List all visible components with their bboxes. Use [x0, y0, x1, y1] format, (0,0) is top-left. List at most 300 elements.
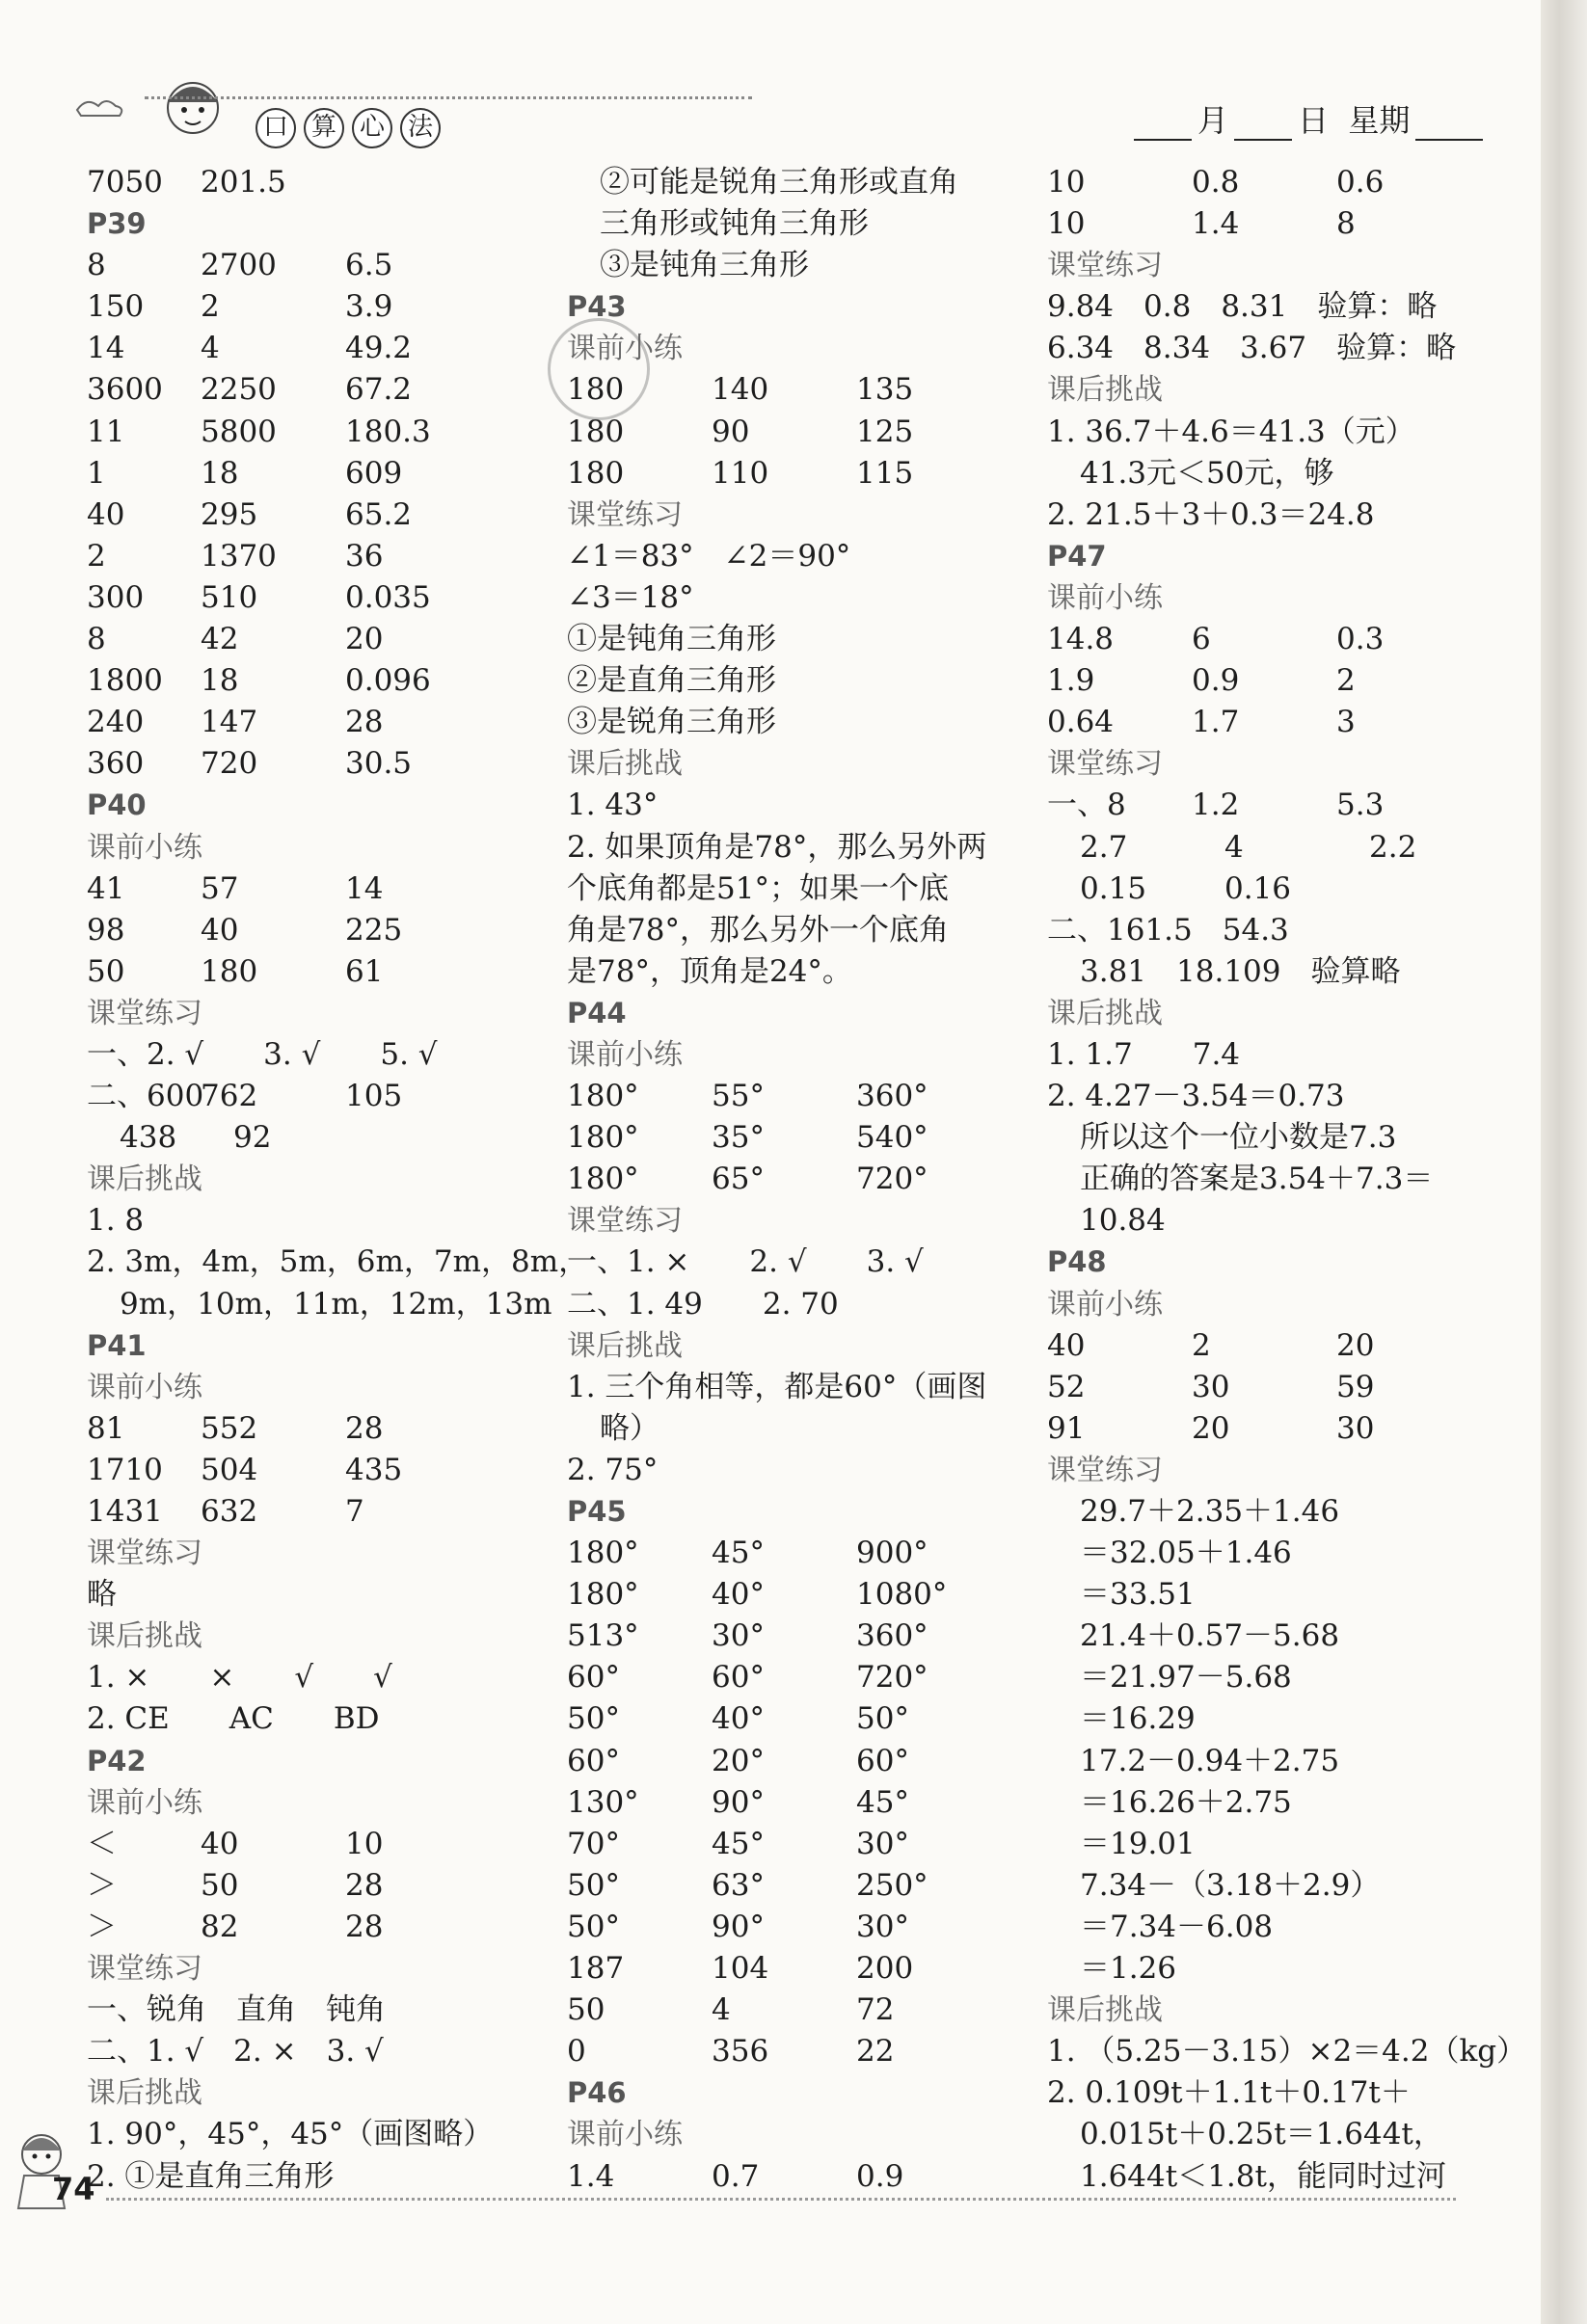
answer-line: 所以这个一位小数是7.3 — [1080, 1120, 1397, 1156]
answer-cell: 1800 — [87, 663, 163, 699]
answer-cell: 57 — [201, 870, 239, 906]
section-heading: 课堂练习 — [87, 1952, 202, 1987]
answer-cell: 300 — [87, 579, 145, 615]
bookstore-stamp — [548, 318, 650, 420]
answer-cell: 2 — [1192, 1327, 1211, 1363]
answer-row — [87, 660, 540, 702]
answer-row — [87, 702, 540, 743]
answer-cell: 81 — [87, 1410, 125, 1446]
answer-row — [87, 494, 540, 536]
answer-row — [87, 286, 540, 328]
answer-cell: 130° — [567, 1784, 639, 1820]
answer-cell: 180.3 — [345, 414, 431, 449]
answer-line: 略） — [600, 1410, 659, 1446]
answer-cell: 50 — [567, 1992, 605, 2028]
answer-cell: 18 — [201, 663, 239, 699]
answer-cell: 10 — [1047, 206, 1086, 242]
answer-line: ②可能是锐角三角形或直角 — [600, 165, 958, 200]
answer-cell: 1431 — [87, 1494, 163, 1529]
section-heading: 课前小练 — [567, 332, 683, 366]
answer-row — [567, 412, 1020, 453]
answer-row — [567, 1990, 1020, 2031]
logo-char: 法 — [400, 108, 441, 148]
answer-row — [87, 577, 540, 619]
answer-cell: 2700 — [201, 248, 277, 283]
answer-cell: 30 — [1336, 1410, 1375, 1446]
page-ref-heading: P44 — [567, 996, 627, 1029]
answer-cell: 125 — [856, 414, 914, 449]
answer-row — [567, 1782, 1020, 1824]
answer-cell: 91 — [1047, 1410, 1086, 1446]
answer-cell: 41 — [87, 870, 125, 906]
answer-cell: 50° — [567, 1867, 620, 1903]
answer-cell: 360 — [87, 746, 145, 782]
answer-cell: 90 — [712, 414, 750, 449]
answer-cell: 4 — [201, 331, 220, 366]
page-ref-heading: P45 — [567, 1495, 627, 1528]
answer-cell: 30° — [712, 1618, 765, 1654]
page-number: 74 — [52, 2171, 95, 2207]
answer-cell: 0.096 — [345, 663, 431, 699]
answer-cell: 65.2 — [345, 496, 413, 532]
answer-cell: 3.9 — [345, 289, 393, 325]
page-ref-heading: P42 — [87, 1744, 147, 1777]
answer-cell: 63° — [712, 1867, 765, 1903]
answer-line: ＝21.97－5.68 — [1080, 1660, 1292, 1696]
answer-cell: 20° — [712, 1743, 765, 1778]
answer-cell: 504 — [201, 1452, 258, 1487]
section-heading: 课堂练习 — [567, 1204, 683, 1239]
page-ref-heading: P41 — [87, 1328, 147, 1362]
answer-line: 1. × × √ √ — [87, 1660, 392, 1696]
answer-cell: 30.5 — [345, 746, 413, 782]
answer-cell: 50 — [87, 953, 125, 989]
answer-row — [1047, 619, 1500, 660]
answer-cell: 135 — [856, 372, 914, 408]
month-label: 月 — [1197, 102, 1229, 139]
answer-line: 角是78°，那么另外一个底角 — [567, 912, 949, 948]
answer-row — [87, 910, 540, 951]
answer-cell: 45° — [856, 1784, 909, 1820]
answer-line: 2. 4.27－3.54＝0.73 — [1047, 1079, 1345, 1114]
answer-cell: 60° — [856, 1743, 909, 1778]
answer-line: 3.81 18.109 验算略 — [1080, 953, 1401, 989]
section-heading: 课堂练习 — [87, 996, 202, 1030]
answer-cell: 180° — [567, 1079, 639, 1114]
answer-cell: 2250 — [201, 372, 277, 408]
answer-line: 0.015t＋0.25t＝1.644t， — [1080, 2117, 1443, 2152]
answer-cell: 2.2 — [1369, 829, 1417, 865]
answer-line: ②是直角三角形 — [567, 663, 776, 699]
answer-row — [87, 1076, 540, 1117]
answer-cell: 10 — [1047, 165, 1086, 200]
answer-cell: 一、8 — [1047, 788, 1126, 823]
answer-row — [1047, 660, 1500, 702]
answer-line: 2. 21.5＋3＋0.3＝24.8 — [1047, 496, 1375, 532]
section-heading: 课后挑战 — [87, 1162, 202, 1197]
answer-line: 二、1. 49 2. 70 — [567, 1286, 839, 1322]
section-heading: 课前小练 — [87, 1370, 202, 1404]
answer-row — [87, 1117, 540, 1159]
answer-row — [87, 1408, 540, 1450]
month-blank[interactable] — [1134, 110, 1192, 141]
answer-cell: 1.4 — [567, 2158, 615, 2194]
answer-cell: 2 — [87, 538, 106, 574]
answer-row — [1047, 1325, 1500, 1367]
answer-cell: 82 — [201, 1909, 239, 1944]
answer-line: ③是钝角三角形 — [600, 248, 809, 283]
answer-line: 17.2－0.94＋2.75 — [1080, 1743, 1340, 1778]
answer-cell: 67.2 — [345, 372, 413, 408]
answer-cell: 28 — [345, 1909, 384, 1944]
section-heading: 课前小练 — [567, 2118, 683, 2152]
weekday-blank[interactable] — [1415, 110, 1483, 141]
answer-cell: 609 — [345, 455, 403, 491]
answer-cell: 180° — [567, 1162, 639, 1197]
answer-line: 三角形或钝角三角形 — [600, 206, 869, 242]
answer-line: ①是钝角三角形 — [567, 622, 776, 657]
answer-cell: ＞ — [87, 1867, 117, 1903]
answer-cell: 60° — [567, 1743, 620, 1778]
logo-char: 口 — [256, 108, 296, 148]
page-ref-heading: P43 — [567, 290, 627, 324]
answer-cell: 110 — [712, 455, 769, 491]
answer-row — [87, 951, 540, 993]
answer-cell: 720 — [201, 746, 258, 782]
answer-cell: 98 — [87, 912, 125, 948]
day-label: 日 — [1298, 102, 1330, 139]
answer-line: 10.84 — [1080, 1203, 1166, 1239]
section-heading: 课后挑战 — [87, 1619, 202, 1654]
answer-cell: 0.8 — [1192, 165, 1240, 200]
answer-cell: 356 — [712, 2034, 769, 2070]
answer-cell: 0 — [567, 2034, 586, 2070]
answer-cell: 6 — [1192, 622, 1211, 657]
answer-line: 2. 3m，4m，5m，6m，7m，8m， — [87, 1244, 589, 1280]
answer-line: 二、1. √ 2. × 3. √ — [87, 2034, 384, 2070]
answer-cell: 140 — [712, 372, 769, 408]
answer-cell: 0.035 — [345, 579, 431, 615]
answer-row — [87, 1907, 540, 1948]
answer-cell: 90° — [712, 1784, 765, 1820]
answer-row — [567, 1698, 1020, 1740]
answer-cell: 0.3 — [1336, 622, 1385, 657]
answer-cell: 0.7 — [712, 2158, 760, 2194]
answer-cell: 40 — [201, 1826, 239, 1861]
answer-cell: 60° — [712, 1660, 765, 1696]
section-heading: 课堂练习 — [87, 1536, 202, 1571]
section-heading: 课前小练 — [1047, 1287, 1163, 1322]
answer-cell: 30° — [856, 1909, 909, 1944]
answer-cell: ＞ — [87, 1909, 117, 1944]
answer-cell: 14.8 — [1047, 622, 1115, 657]
answer-line: 29.7＋2.35＋1.46 — [1080, 1494, 1340, 1529]
answer-cell: 3 — [1336, 705, 1356, 740]
answer-cell: 二、600 — [87, 1079, 204, 1114]
answer-cell: 30 — [1192, 1369, 1230, 1404]
answer-row — [567, 453, 1020, 494]
answer-cell: 1.2 — [1192, 788, 1240, 823]
answer-cell: 180 — [201, 953, 258, 989]
answer-cell: 0.64 — [1047, 705, 1115, 740]
answer-cell: 52 — [1047, 1369, 1086, 1404]
answer-cell: 60° — [567, 1660, 620, 1696]
answer-cell: 720° — [856, 1162, 928, 1197]
answer-cell: 65° — [712, 1162, 765, 1197]
answer-column-2 — [567, 162, 1020, 2198]
answer-row — [87, 328, 540, 369]
answer-cell: 1.7 — [1192, 705, 1240, 740]
section-heading: 课前小练 — [87, 1785, 202, 1820]
answer-row — [1047, 785, 1500, 826]
answer-line: ＝16.29 — [1080, 1701, 1196, 1737]
answer-row — [567, 1574, 1020, 1616]
page-ref-heading: P47 — [1047, 539, 1107, 573]
answer-line: 9m，10m，11m，12m，13m — [120, 1286, 552, 1322]
logo-char: 心 — [352, 108, 392, 148]
section-heading: 课后挑战 — [567, 747, 683, 782]
answer-cell: 200 — [856, 1951, 914, 1987]
answer-cell: 0.15 — [1080, 870, 1147, 906]
footer-dotted-line — [106, 2198, 1456, 2201]
answer-cell: 720° — [856, 1660, 928, 1696]
answer-cell: 2.7 — [1080, 829, 1128, 865]
answer-cell: 2 — [1336, 663, 1356, 699]
section-heading: 课堂练习 — [1047, 1453, 1163, 1487]
answer-row — [567, 1948, 1020, 1990]
section-heading: 课后挑战 — [1047, 996, 1163, 1030]
answer-row — [87, 536, 540, 577]
answer-line: 一、1. × 2. √ 3. √ — [567, 1244, 924, 1280]
section-heading: 课前小练 — [1047, 580, 1163, 615]
answer-line: ③是锐角三角形 — [567, 705, 776, 740]
answer-line: 1. 三个角相等，都是60°（画图 — [567, 1369, 987, 1404]
answer-row — [87, 1450, 540, 1491]
answer-cell: 552 — [201, 1410, 258, 1446]
answer-row — [567, 1907, 1020, 1948]
answer-cell: 50° — [567, 1909, 620, 1944]
logo-char: 算 — [304, 108, 344, 148]
logo-title — [256, 108, 441, 148]
answer-line: 个底角都是51°；如果一个底 — [567, 870, 949, 906]
answer-row — [567, 1824, 1020, 1865]
answer-line: 1. 36.7＋4.6＝41.3（元） — [1047, 414, 1415, 449]
answer-cell: 115 — [856, 455, 914, 491]
answer-line: 是78°，顶角是24°。 — [567, 953, 852, 989]
answer-cell: 1370 — [201, 538, 277, 574]
answer-cell: 36 — [345, 538, 384, 574]
answer-cell: 22 — [856, 2034, 895, 2070]
answer-cell: 4 — [712, 1992, 731, 2028]
answer-cell: 4 — [1224, 829, 1244, 865]
answer-cell: 250° — [856, 1867, 928, 1903]
answer-cell: 8 — [1336, 206, 1356, 242]
answer-line: 41.3元＜50元，够 — [1080, 455, 1334, 491]
answer-line: 2. 如果顶角是78°，那么另外两 — [567, 829, 987, 865]
section-heading: 课堂练习 — [1047, 249, 1163, 283]
answer-cell: 295 — [201, 496, 258, 532]
answer-cell: 70° — [567, 1826, 620, 1861]
answer-cell: 0.16 — [1224, 870, 1292, 906]
page-edge — [1541, 0, 1587, 2324]
answer-cell: 28 — [345, 1410, 384, 1446]
answer-row — [87, 619, 540, 660]
answer-cell: 40 — [1047, 1327, 1086, 1363]
answer-row — [87, 1865, 540, 1907]
answer-cell: 762 — [201, 1079, 258, 1114]
answer-cell: 10 — [345, 1826, 384, 1861]
answer-line: 6.34 8.34 3.67 验算：略 — [1047, 331, 1457, 366]
answer-row — [87, 1824, 540, 1865]
answer-cell: 18 — [201, 455, 239, 491]
answer-row — [1047, 162, 1500, 203]
answer-cell: 438 — [120, 1120, 177, 1156]
answer-cell: 72 — [856, 1992, 895, 2028]
answer-cell: 1.9 — [1047, 663, 1095, 699]
answer-cell: 1080° — [856, 1577, 948, 1613]
answer-row — [1047, 203, 1500, 245]
answer-cell: 3600 — [87, 372, 163, 408]
answer-cell: 20 — [1192, 1410, 1230, 1446]
answer-cell: 360° — [856, 1618, 928, 1654]
answer-row — [567, 1076, 1020, 1117]
answer-cell: 201.5 — [201, 165, 286, 200]
answer-line: 一、2. √ 3. √ 5. √ — [87, 1036, 438, 1072]
section-heading: 课后挑战 — [1047, 373, 1163, 408]
answer-cell: 45° — [712, 1826, 765, 1861]
answer-cell: 8 — [87, 248, 106, 283]
answer-cell: ＜ — [87, 1826, 117, 1861]
answer-row — [567, 1117, 1020, 1159]
answer-row — [87, 162, 540, 203]
answer-cell: 40° — [712, 1701, 765, 1737]
section-heading: 课后挑战 — [1047, 1993, 1163, 2028]
answer-line: 略 — [87, 1577, 117, 1613]
answer-cell: 14 — [87, 331, 125, 366]
weekday-label: 星期 — [1348, 102, 1411, 139]
answer-row — [567, 1657, 1020, 1698]
section-heading: 课堂练习 — [1047, 747, 1163, 782]
answer-row — [1047, 868, 1500, 910]
answer-cell: 0.9 — [856, 2158, 904, 2194]
answer-cell: 150 — [87, 289, 145, 325]
page-ref-heading: P39 — [87, 207, 147, 241]
answer-line: 一、锐角 直角 钝角 — [87, 1992, 386, 2028]
answer-cell: 180 — [567, 414, 625, 449]
answer-cell: 0.6 — [1336, 165, 1385, 200]
answer-row — [1047, 1367, 1500, 1408]
section-heading: 课前小练 — [567, 1037, 683, 1072]
answer-cell: 187 — [567, 1951, 625, 1987]
answer-cell: 2 — [201, 289, 220, 325]
answer-cell: 50° — [567, 1701, 620, 1737]
answer-cell: 28 — [345, 1867, 384, 1903]
date-field — [1128, 96, 1489, 141]
answer-line: 2. ①是直角三角形 — [87, 2158, 335, 2194]
section-heading: 课后挑战 — [87, 2076, 202, 2111]
answer-cell: 40° — [712, 1577, 765, 1613]
answer-row — [567, 1741, 1020, 1782]
answer-cell: 180° — [567, 1120, 639, 1156]
answer-line: 2. 75° — [567, 1452, 659, 1487]
answer-cell: 180° — [567, 1577, 639, 1613]
answer-cell: 180° — [567, 1536, 639, 1571]
answer-cell: 7050 — [87, 165, 163, 200]
answer-cell: 45° — [712, 1536, 765, 1571]
answer-cell: 435 — [345, 1452, 403, 1487]
answer-cell: 510 — [201, 579, 258, 615]
answer-cell: 59 — [1336, 1369, 1375, 1404]
answer-row — [1047, 702, 1500, 743]
answer-cell: 35° — [712, 1120, 765, 1156]
answer-cell: 49.2 — [345, 331, 413, 366]
answer-row — [87, 412, 540, 453]
answer-row — [87, 245, 540, 286]
page-ref-heading: P40 — [87, 788, 147, 822]
answer-column-1 — [87, 162, 589, 2198]
answer-cell: 1.4 — [1192, 206, 1240, 242]
answer-cell: 1 — [87, 455, 106, 491]
answer-line: 1. 43° — [567, 788, 659, 823]
answer-line: 1. 1.7 7.4 — [1047, 1036, 1241, 1072]
section-heading: 课前小练 — [87, 830, 202, 865]
answer-line: 7.34－（3.18＋2.9） — [1080, 1867, 1381, 1903]
answer-cell: 513° — [567, 1618, 639, 1654]
day-blank[interactable] — [1234, 110, 1292, 141]
answer-row — [87, 453, 540, 494]
page-ref-heading: P46 — [567, 2076, 627, 2110]
answer-cell: 92 — [233, 1120, 272, 1156]
answer-row — [1047, 827, 1500, 868]
answer-cell: 900° — [856, 1536, 928, 1571]
answer-cell: 90° — [712, 1909, 765, 1944]
answer-line: 二、161.5 54.3 — [1047, 912, 1289, 948]
answer-line: ＝16.26＋2.75 — [1080, 1784, 1292, 1820]
answer-cell: 61 — [345, 953, 384, 989]
answer-cell: 55° — [712, 1079, 765, 1114]
answer-row — [567, 1865, 1020, 1907]
answer-cell: 225 — [345, 912, 403, 948]
answer-cell: 7 — [345, 1494, 364, 1529]
answer-cell: 50 — [201, 1867, 239, 1903]
answer-line: ＝19.01 — [1080, 1826, 1196, 1861]
answer-row — [567, 2031, 1020, 2072]
answer-cell: 0.9 — [1192, 663, 1240, 699]
answer-cell: 540° — [856, 1120, 928, 1156]
answer-cell: 5.3 — [1336, 788, 1385, 823]
answer-line: 2. CE AC BD — [87, 1701, 380, 1737]
answer-line: 正确的答案是3.54＋7.3＝ — [1080, 1162, 1434, 1197]
answer-line: 1. 90°，45°，45°（画图略） — [87, 2117, 494, 2152]
page-ref-heading: P48 — [1047, 1245, 1107, 1279]
header-dotted-line — [145, 96, 752, 99]
answer-line: 21.4＋0.57－5.68 — [1080, 1618, 1340, 1654]
answer-line: ∠1＝83° ∠2＝90° — [567, 538, 851, 574]
answer-row — [1047, 1408, 1500, 1450]
answer-cell: 105 — [345, 1079, 403, 1114]
answer-cell: 40 — [201, 912, 239, 948]
answer-cell: 20 — [1336, 1327, 1375, 1363]
answer-cell: 11 — [87, 414, 125, 449]
answer-cell: 30° — [856, 1826, 909, 1861]
answer-cell: 8 — [87, 622, 106, 657]
answer-line: 1.644t＜1.8t，能同时过河 — [1080, 2158, 1446, 2194]
answer-row — [567, 1159, 1020, 1200]
answer-line: ＝32.05＋1.46 — [1080, 1536, 1292, 1571]
answer-cell: 6.5 — [345, 248, 393, 283]
answer-row — [567, 1533, 1020, 1574]
answer-cell: 240 — [87, 705, 145, 740]
